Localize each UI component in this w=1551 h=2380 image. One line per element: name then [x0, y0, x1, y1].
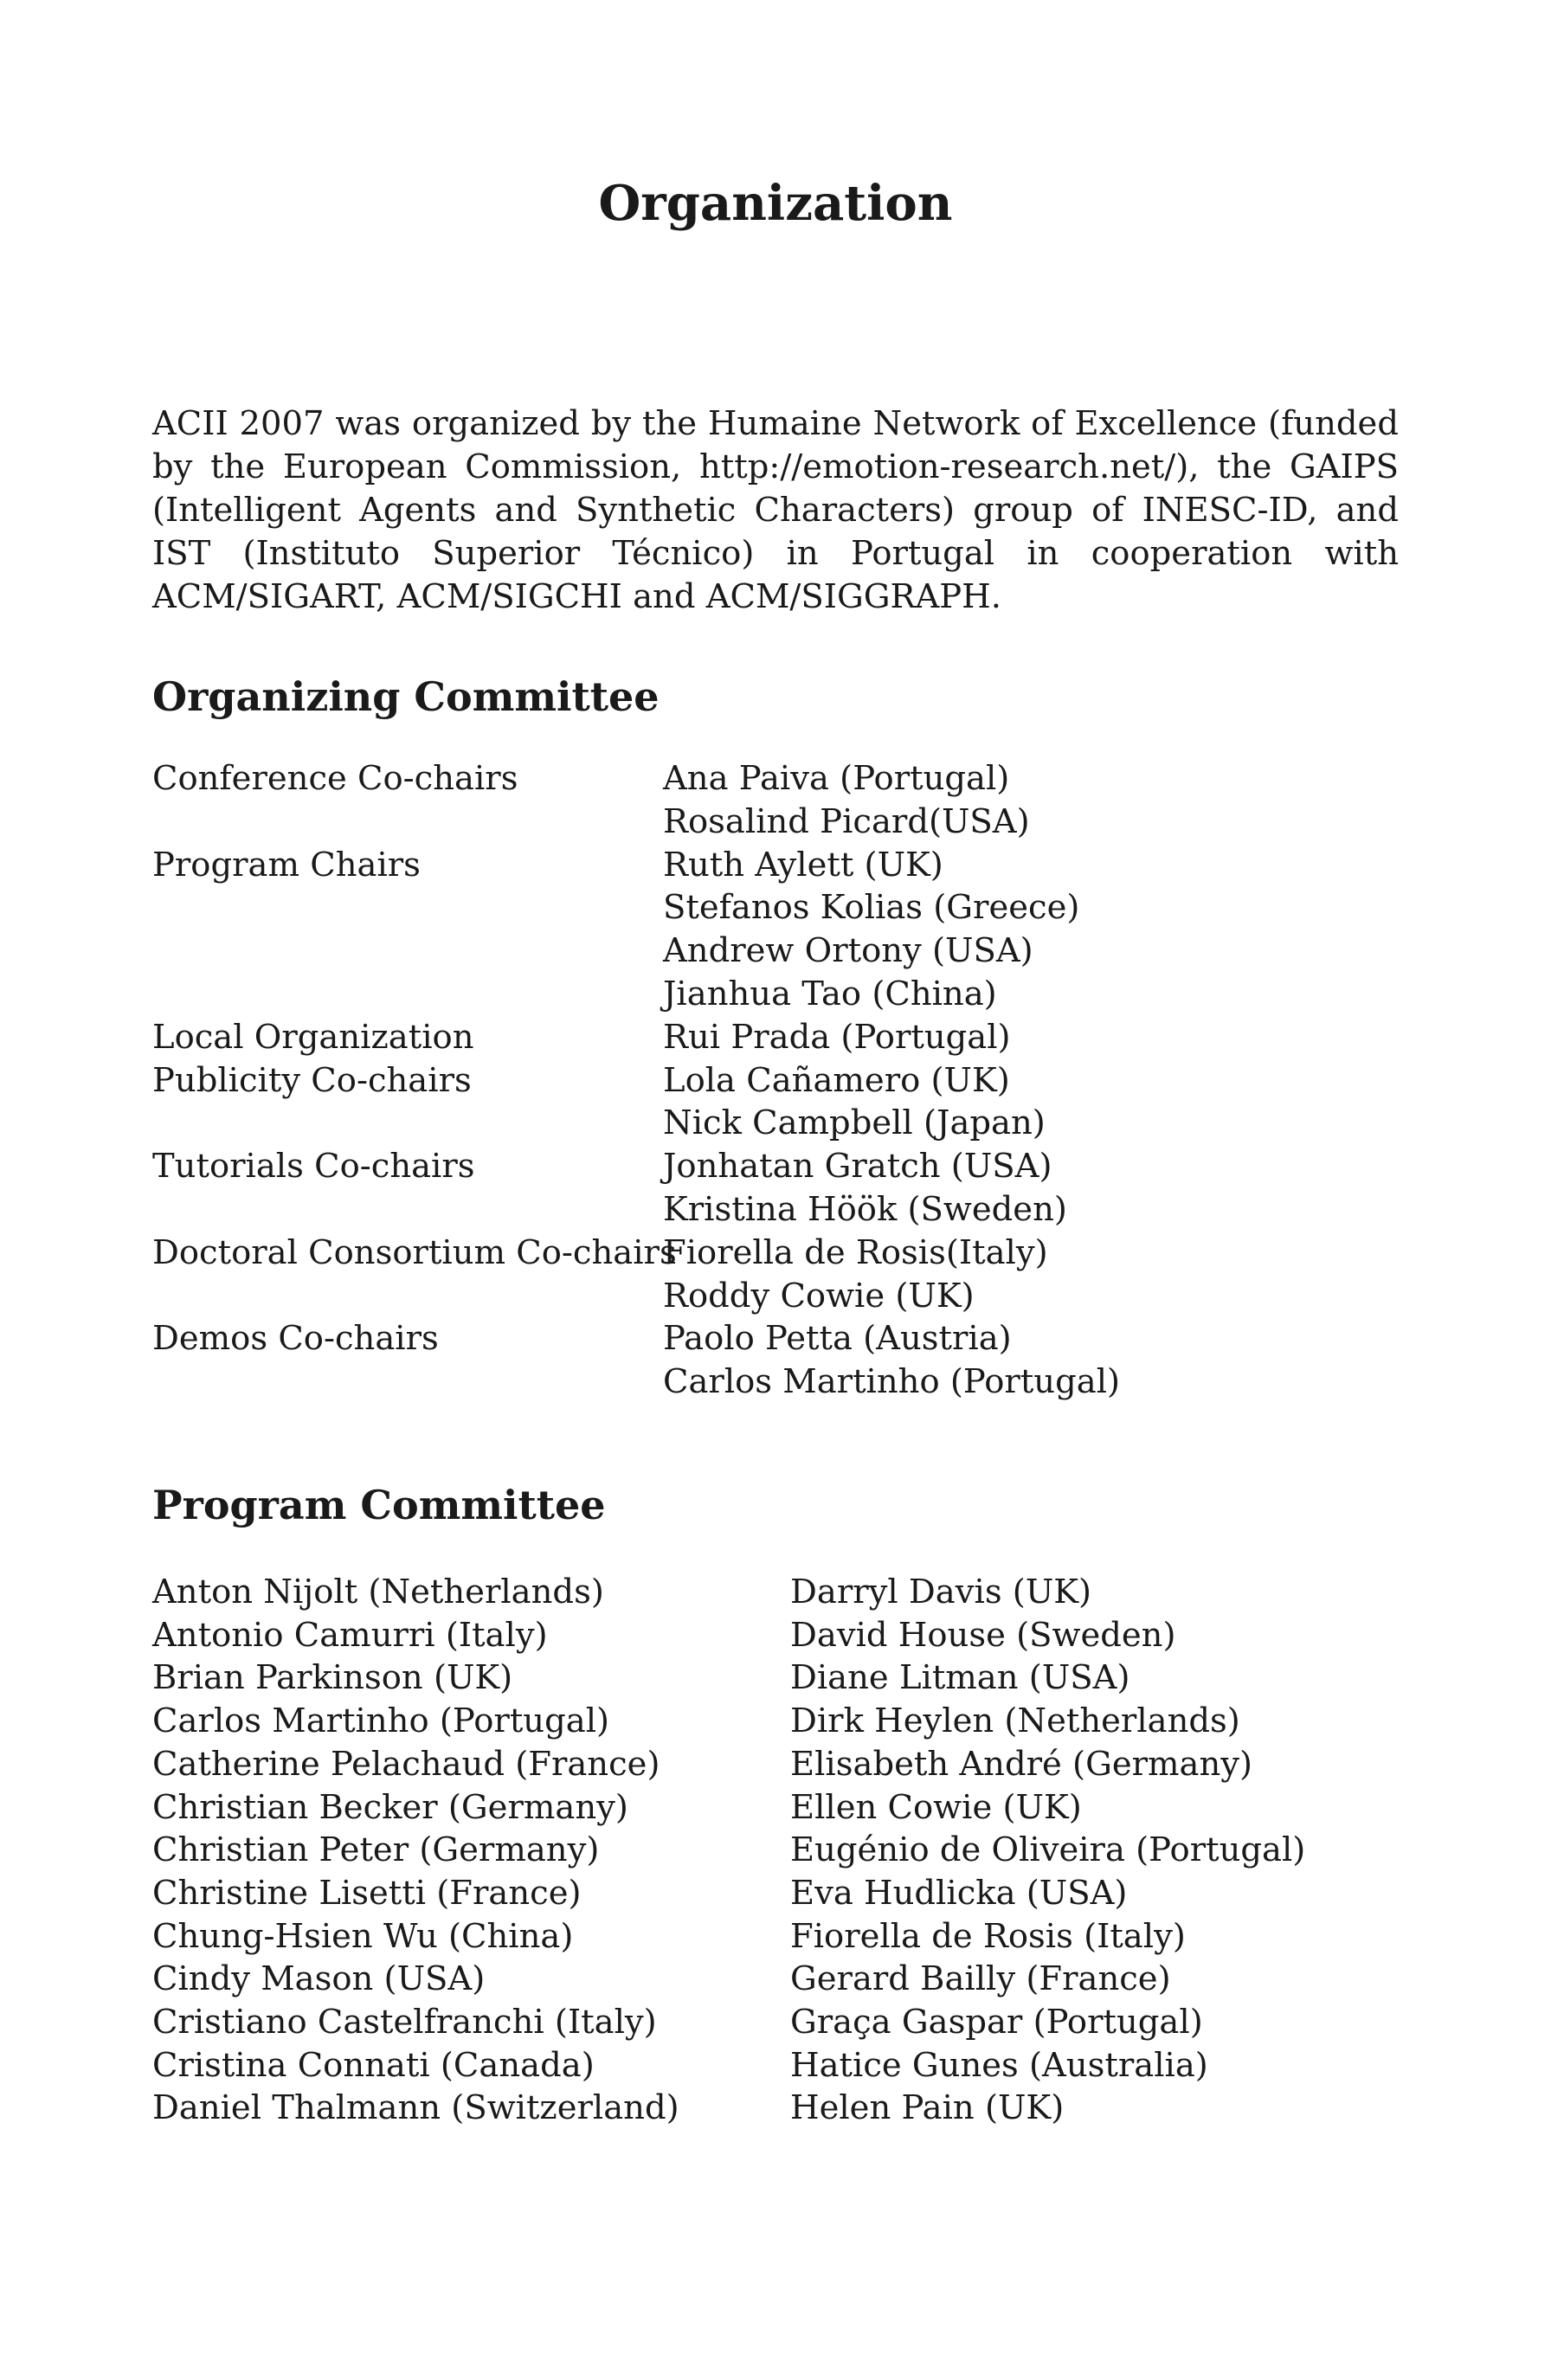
org-member: Jonhatan Gratch (USA): [663, 1147, 1052, 1187]
org-member: Lola Cañamero (UK): [663, 1060, 1010, 1100]
org-row-publicity: [152, 1059, 1399, 1146]
committee-member: Christian Peter (Germany): [152, 1830, 600, 1870]
committee-member: Eugénio de Oliveira (Portugal): [790, 1830, 1306, 1870]
org-member: Stefanos Kolias (Greece): [663, 888, 1080, 928]
committee-member: Daniel Thalmann (Switzerland): [152, 2088, 679, 2128]
page-title: Organization: [598, 175, 953, 232]
org-member: Fiorella de Rosis(Italy): [663, 1232, 1048, 1272]
committee-member: Fiorella de Rosis (Italy): [790, 1916, 1186, 1956]
program-committee-right-column: [790, 1571, 1305, 2130]
committee-member: Darryl Davis (UK): [790, 1573, 1092, 1611]
org-member: Andrew Ortony (USA): [663, 931, 1033, 971]
org-role: Demos Co-chairs: [152, 1319, 439, 1359]
org-member: Carlos Martinho (Portugal): [663, 1362, 1121, 1402]
org-role: Tutorials Co-chairs: [152, 1147, 475, 1187]
committee-member: Dirk Heylen (Netherlands): [790, 1701, 1240, 1741]
org-members: [663, 757, 1399, 844]
org-members: [663, 1317, 1399, 1404]
committee-member: Antonio Camurri (Italy): [152, 1615, 548, 1655]
committee-member: Brian Parkinson (UK): [152, 1658, 513, 1698]
committee-member: Hatice Gunes (Australia): [790, 2045, 1208, 2085]
committee-member: Chung-Hsien Wu (China): [152, 1916, 574, 1956]
committee-member: Helen Pain (UK): [790, 2088, 1065, 2128]
committee-member: Cindy Mason (USA): [152, 1959, 486, 1999]
org-role: Doctoral Consortium Co-chairs: [152, 1232, 677, 1272]
org-row-program: [152, 844, 1399, 1016]
committee-member: Gerard Bailly (France): [790, 1959, 1171, 1999]
program-committee-heading: Program Committee: [152, 1482, 606, 1528]
committee-member: Christine Lisetti (France): [152, 1873, 582, 1913]
org-member: Ana Paiva (Portugal): [663, 759, 1010, 798]
org-members: [663, 844, 1399, 1016]
committee-member: Catherine Pelachaud (France): [152, 1744, 660, 1784]
org-member: Rui Prada (Portugal): [663, 1017, 1011, 1057]
program-committee-left-column: [152, 1571, 679, 2130]
org-member: Nick Campbell (Japan): [663, 1103, 1046, 1143]
org-row-doctoral: [152, 1232, 1399, 1318]
committee-member: Ellen Cowie (UK): [790, 1787, 1082, 1827]
org-row-conference: [152, 757, 1399, 844]
org-members: [663, 1232, 1399, 1318]
committee-member: Cristiano Castelfranchi (Italy): [152, 2003, 657, 2042]
org-row-tutorials: [152, 1145, 1399, 1232]
org-members: [663, 1059, 1399, 1146]
org-members: [663, 1145, 1399, 1232]
org-row-local: [152, 1016, 1399, 1059]
committee-member: Diane Litman (USA): [790, 1658, 1130, 1698]
org-member: Kristina Höök (Sweden): [663, 1189, 1067, 1229]
org-row-demos: [152, 1317, 1399, 1404]
organizing-committee-table: [152, 757, 1399, 1404]
committee-member: Carlos Martinho (Portugal): [152, 1701, 610, 1741]
committee-member: Anton Nijolt (Netherlands): [152, 1573, 604, 1611]
committee-member: Graça Gaspar (Portugal): [790, 2003, 1203, 2042]
org-role: Publicity Co-chairs: [152, 1060, 472, 1100]
org-role: Conference Co-chairs: [152, 759, 518, 798]
organizing-committee-heading: Organizing Committee: [152, 673, 660, 720]
intro-paragraph: ACII 2007 was organized by the Humaine Network of Excellence (funded by the European Commission, http://emotion-research.net/), the GAIPS (Intelligent Agents and Synthetic Characters) group of INESC-ID, and IST (Instituto Superior Técnico) in Portugal in cooperation with ACM/SIGART, ACM/SIGCHI and ACM/SIGGRAPH.: [152, 404, 1399, 616]
org-member: Ruth Aylett (UK): [663, 845, 943, 884]
committee-member: David House (Sweden): [790, 1615, 1176, 1655]
org-member: Jianhua Tao (China): [663, 974, 997, 1013]
org-role: Local Organization: [152, 1017, 474, 1057]
committee-member: Eva Hudlicka (USA): [790, 1873, 1128, 1913]
org-members: [663, 1016, 1399, 1059]
committee-member: Christian Becker (Germany): [152, 1787, 628, 1827]
org-member: Paolo Petta (Austria): [663, 1319, 1012, 1359]
org-role: Program Chairs: [152, 845, 421, 884]
org-member: Roddy Cowie (UK): [663, 1276, 975, 1315]
committee-member: Elisabeth André (Germany): [790, 1744, 1253, 1784]
org-member: Rosalind Picard(USA): [663, 801, 1030, 841]
committee-member: Cristina Connati (Canada): [152, 2045, 595, 2085]
